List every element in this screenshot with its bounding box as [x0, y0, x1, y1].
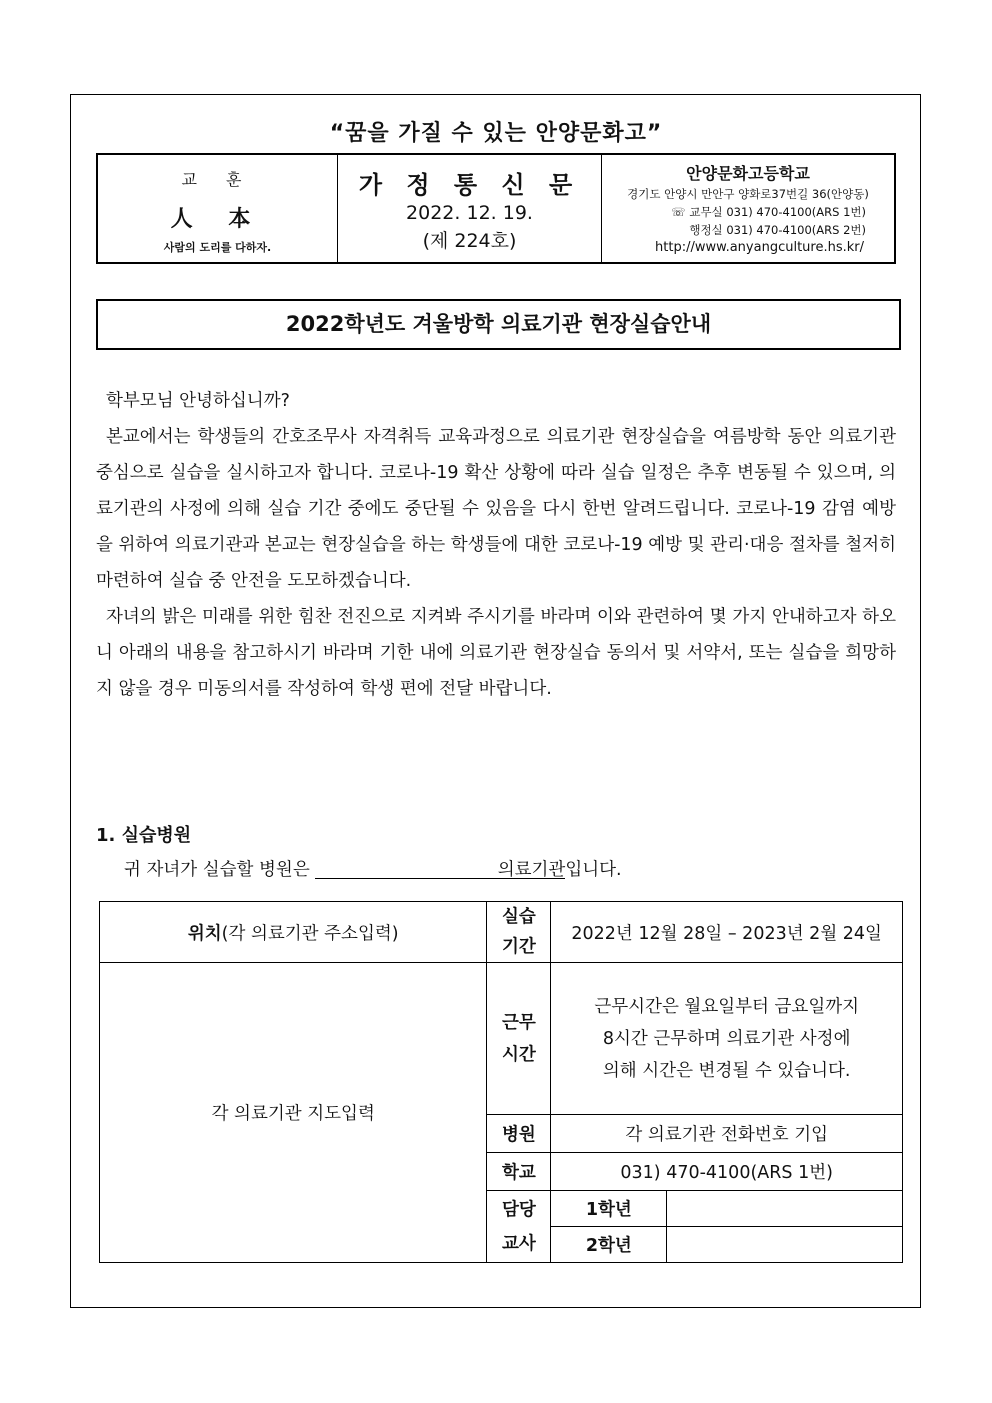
worktime-value: [551, 963, 903, 1115]
school-motto-box: [98, 155, 338, 262]
school-phone: 031) 470-4100(ARS 1번): [551, 1153, 903, 1191]
worktime-line-2: 8시간 근무하며 의료기관 사정에: [602, 1028, 851, 1049]
school-label: 학교: [487, 1153, 551, 1191]
school-motto: 人 本: [170, 207, 265, 232]
location-header-bold: 위치: [187, 923, 222, 944]
worktime-line-3: 의해 시간은 변경될 수 있습니다.: [602, 1060, 851, 1081]
school-info-box: [602, 155, 894, 262]
school-motto-sub: 사람의 도리를 다하자.: [163, 241, 272, 254]
school-website[interactable]: http://www.anyangculture.hs.kr/: [655, 240, 864, 255]
period-label: [487, 902, 551, 963]
phone-office: ☏ 교무실 031) 470-4100(ARS 1번): [671, 205, 866, 219]
location-header: [100, 902, 487, 963]
location-value: 각 의료기관 지도입력: [100, 963, 487, 1263]
worktime-label-2: 시간: [502, 1044, 536, 1065]
grade2-teacher: [667, 1227, 903, 1263]
grade1-teacher: [667, 1191, 903, 1227]
worktime-line-1: 근무시간은 월요일부터 금요일까지: [594, 996, 860, 1017]
school-name: 안양문화고등학교: [686, 164, 810, 183]
grade2-label: 2학년: [551, 1227, 667, 1263]
publication-box: [338, 155, 602, 262]
page-title: 2022학년도 겨울방학 의료기관 현장실습안내: [96, 299, 901, 350]
section-heading: 1. 실습병원: [96, 825, 192, 846]
paragraph-2: 자녀의 밝은 미래를 위한 힘찬 전진으로 지켜봐 주시기를 바라며 이와 관련하여 몇 가지 안내하고자 하오니 아래의 내용을 참고하시기 바라며 기한 내에 의료기관 현장실습 동의서 및 서약서, 또는 실습을 희망하지 않을 경우 미동의서를 작성하여 학생 편에 전달 바랍니다.: [96, 607, 896, 699]
grade1-label: 1학년: [551, 1191, 667, 1227]
hospital-phone: 각 의료기관 전화번호 기입: [551, 1115, 903, 1153]
period-value: 2022년 12월 28일 – 2023년 2월 24일: [551, 902, 903, 963]
teacher-label-2: 교사: [502, 1233, 536, 1254]
period-label-2: 기간: [502, 937, 536, 957]
teacher-label: [487, 1191, 551, 1263]
school-motto-label: 교 훈: [181, 170, 254, 189]
phone-admin: 행정실 031) 470-4100(ARS 2번): [689, 223, 866, 237]
doc-type: 가 정 통 신 문: [358, 171, 581, 199]
doc-issue: (제 224호): [422, 230, 517, 252]
teacher-label-1: 담당: [502, 1199, 536, 1220]
hospital-sentence-prefix: 귀 자녀가 실습할 병원은: [124, 860, 310, 880]
location-header-rest: (각 의료기관 주소입력): [221, 923, 399, 944]
hospital-blank-fill: 의료기관: [497, 860, 566, 880]
period-label-1: 실습: [502, 907, 536, 927]
hospital-sentence: [124, 856, 622, 881]
practice-info-table: [99, 901, 903, 1263]
letter-header: [96, 153, 896, 264]
paragraph-1: 본교에서는 학생들의 간호조무사 자격취득 교육과정으로 의료기관 현장실습을 여름방학 동안 의료기관 중심으로 실습을 실시하고자 합니다. 코로나-19 확산 상황에 따라 실습 일정은 추후 변동될 수 있으며, 의료기관의 사정에 의해 실습 기간 중에도 중단될 수 있음을 다시 한번 알려드립니다. 코로나-19 감염 예방을 위하여 의료기관과 본교는 현장실습을 하는 학생들에 대한 코로나-19 예방 및 관리·대응 절차를 철저히 마련하여 실습 중 안전을 도모하겠습니다.: [96, 427, 896, 591]
worktime-label: [487, 963, 551, 1115]
hospital-label: 병원: [487, 1115, 551, 1153]
school-slogan: “꿈을 가질 수 있는 안양문화고”: [329, 121, 663, 146]
letter-body: [96, 383, 896, 707]
worktime-label-1: 근무: [502, 1012, 536, 1033]
greeting: 학부모님 안녕하십니까?: [106, 391, 290, 411]
hospital-sentence-suffix: 입니다.: [565, 860, 622, 880]
hospital-name-blank: [315, 856, 565, 879]
doc-date: 2022. 12. 19.: [406, 202, 533, 224]
school-address: 경기도 안양시 만안구 양화로37번길 36(안양동): [627, 187, 869, 201]
